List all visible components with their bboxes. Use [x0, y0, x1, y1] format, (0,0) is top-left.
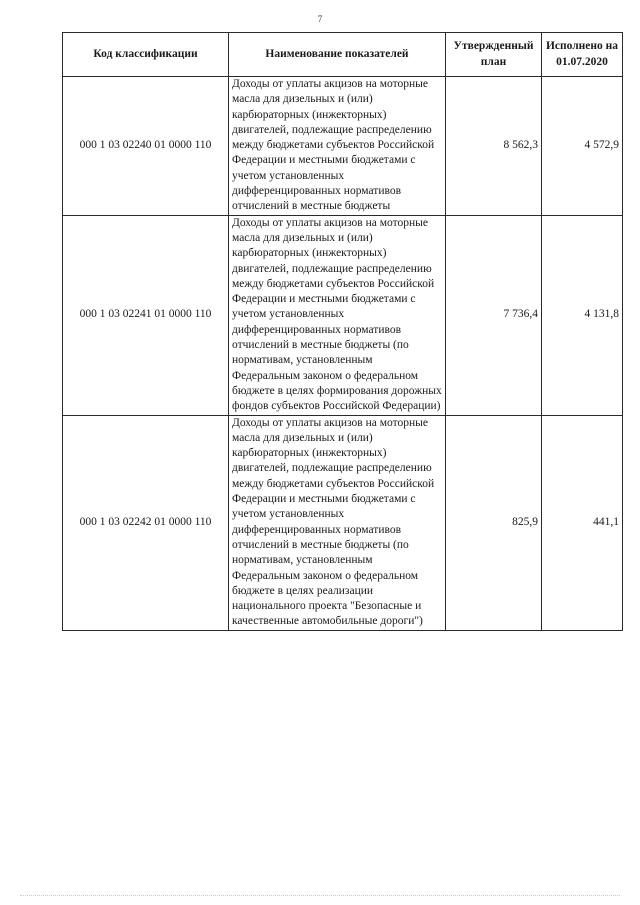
approved-plan-value: 8 562,3	[446, 77, 542, 216]
header-done: Исполнено на 01.07.2020	[542, 33, 623, 77]
table-row	[63, 77, 623, 216]
executed-value: 4 572,9	[542, 77, 623, 216]
classification-code: 000 1 03 02240 01 0000 110	[63, 77, 229, 216]
table-row	[63, 415, 623, 630]
approved-plan-value: 7 736,4	[446, 215, 542, 415]
executed-value: 4 131,8	[542, 215, 623, 415]
header-plan: Утвержденный план	[446, 33, 542, 77]
classification-code: 000 1 03 02241 01 0000 110	[63, 215, 229, 415]
header-code: Код классификации	[63, 33, 229, 77]
table-header	[63, 33, 623, 77]
scan-artifact-line	[20, 895, 620, 899]
budget-table	[62, 32, 623, 631]
page-number: 7	[317, 14, 323, 24]
classification-code: 000 1 03 02242 01 0000 110	[63, 415, 229, 630]
table-row	[63, 215, 623, 415]
approved-plan-value: 825,9	[446, 415, 542, 630]
indicator-name: Доходы от уплаты акцизов на моторные масла для дизельных и (или) карбюраторных (инжекторных) двигателей, подлежащие распределению между бюджетами субъектов Российской Федерации и местными бюджетами с учетом установленных дифференцированных нормативов отчислений в местные бюджеты (по нормативам, установленным Федеральным законом о федеральном бюджете в целях реализации национального проекта "Безопасные и качественные автомобильные дороги")	[229, 415, 446, 630]
indicator-name: Доходы от уплаты акцизов на моторные масла для дизельных и (или) карбюраторных (инжекторных) двигателей, подлежащие распределению между бюджетами субъектов Российской Федерации и местными бюджетами с учетом установленных дифференцированных нормативов отчислений в местные бюджеты	[229, 77, 446, 216]
indicator-name: Доходы от уплаты акцизов на моторные масла для дизельных и (или) карбюраторных (инжекторных) двигателей, подлежащие распределению между бюджетами субъектов Российской Федерации и местными бюджетами с учетом установленных дифференцированных нормативов отчислений в местные бюджеты (по нормативам, установленным Федеральным законом о федеральном бюджете в целях формирования дорожных фондов субъектов Российской Федерации)	[229, 215, 446, 415]
table-body	[63, 77, 623, 631]
header-row	[63, 33, 623, 77]
executed-value: 441,1	[542, 415, 623, 630]
header-name: Наименование показателей	[229, 33, 446, 77]
